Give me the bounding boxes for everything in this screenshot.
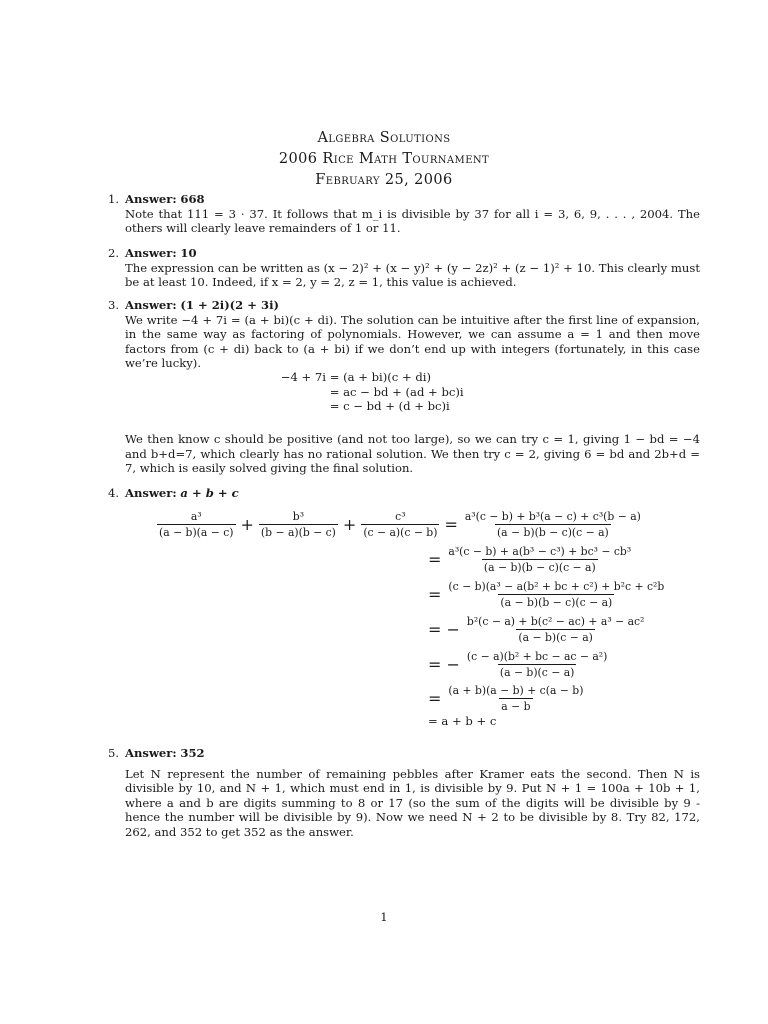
fraction-numerator: b³ [292,510,305,523]
equals-sign: = [428,689,442,708]
problem-number: 4. [108,486,120,500]
fraction-numerator: a³(c − b) + a(b³ − c³) + bc³ − cb³ [448,545,632,558]
subtitle-tournament: 2006 Rice Math Tournament [278,151,490,167]
answer-value: 352 [180,746,205,760]
fraction-denominator: (b − a)(b − c) [260,526,336,539]
subtitle-date: February 25, 2006 [315,172,453,188]
plus-sign: + [342,515,357,534]
equals-minus-sign: = − [428,620,460,639]
equals-sign: = [444,515,458,534]
problem-number: 5. [108,746,120,760]
answer-value: 10 [180,246,197,260]
fraction-numerator: (a + b)(a − b) + c(a − b) [448,684,584,697]
problem-number: 3. [108,298,120,312]
answer-value: (1 + 2i)(2 + 3i) [180,298,279,312]
fraction-denominator: a − b [501,700,531,713]
answer-value: a + b + c [180,486,239,500]
fraction-denominator: (a − b)(c − a) [518,631,593,644]
equation-final: = a + b + c [428,714,497,728]
solution-text: Let N represent the number of remaining pebbles after Kramer eats the second. Then N is divisible by 10, and N + 1, which must end in 1, is divisible by 9. Put N + 1 = 100a + 10b + 1, where a and b are digits summing to 8 or 17 (so the sum of the digits will be divisible by 9 - hence the number will be divisible by 9). Now we need N + 2 to be divisible by 8. Try 82, 172, 262, and 352 to get 352 as the answer. [125,766,700,839]
answer-label: Answer: [125,298,177,312]
fraction [157,510,236,539]
equation-row [236,385,464,400]
page-number: 1 [380,910,388,924]
problem-3 [108,298,700,371]
fraction-numerator: a³ [190,510,202,523]
equation-row-lhs [157,510,643,539]
equation-step [428,580,666,609]
fraction [463,510,643,539]
equation-lhs: −4 + 7i [280,370,326,384]
fraction-numerator: (c − a)(b² + bc − ac − a²) [466,650,608,663]
fraction-denominator: (a − b)(a − c) [159,526,234,539]
fraction [446,580,666,609]
equation-block-p3 [236,370,464,414]
fraction-denominator: (a − b)(b − c)(c − a) [496,526,609,539]
problem-5 [108,746,700,839]
problem-number: 1. [108,192,120,206]
equation-step [428,650,609,679]
solution-text: Note that 111 = 3 · 37. It follows that m_i is divisible by 37 for all i = 3, 6, 9, . . . , 2004. The others will clearly leave remainders of 1 or 11. [125,206,700,235]
answer-label: Answer: [125,746,177,760]
answer-label: Answer: [125,192,177,206]
title: Algebra Solutions [317,130,451,146]
fraction-denominator: (c − a)(c − b) [363,526,438,539]
fraction [446,545,633,574]
problem-2 [108,246,700,290]
fraction [446,684,585,713]
equation-rhs: = (a + bi)(c + di) [329,370,432,384]
fraction-denominator: (a − b)(b − c)(c − a) [483,561,596,574]
plus-sign: + [240,515,254,534]
answer-value: 668 [180,192,205,206]
fraction-numerator: a³(c − b) + b³(a − c) + c³(b − a) [464,510,641,523]
answer-label: Answer: [125,486,177,500]
equation-row [236,399,464,414]
equation-rhs: = c − bd + (d + bc)i [329,399,450,413]
fraction [361,510,439,539]
fraction-denominator: (a − b)(b − c)(c − a) [500,596,613,609]
answer-label: Answer: [125,246,177,260]
fraction-denominator: (a − b)(c − a) [499,666,575,679]
equals-sign: = [428,585,442,604]
fraction-numerator: b²(c − a) + b(c² − ac) + a³ − ac² [466,615,645,628]
problem-number: 2. [108,246,120,260]
equation-step [428,684,585,713]
problem-1 [108,192,700,236]
solution-text: We write −4 + 7i = (a + bi)(c + di). The solution can be intuitive after the first line of expansion, in the same way as factoring of polynomials. However, we can assume a = 1 and then move factors from (c + di) back to (a + bi) if we don’t end up with integers (fortunately, in this case we’re lucky). [125,312,700,370]
problem-3-continued [108,432,700,476]
fraction [465,615,646,644]
solution-text: The expression can be written as (x − 2)² + (x − y)² + (y − 2z)² + (z − 1)² + 10. This clearly must be at least 10. Indeed, if x = 2, y = 2, z = 1, this value is achieved. [125,260,700,289]
fraction [259,510,338,539]
equation-step [428,615,646,644]
equation-rhs: = ac − bd + (ad + bc)i [329,384,464,399]
equation-step [428,545,633,574]
equals-minus-sign: = − [428,655,460,674]
problem-4 [108,486,700,501]
solution-text: We then know c should be positive (and not too large), so we can try c = 1, giving 1 − bd = −4 and b+d=7, which clearly has no rational solution. We then try c = 2, giving 6 = bd and 2b+d = 7, which is easily solved giving the final solution. [125,432,700,475]
equation-row [236,370,464,385]
fraction [465,650,609,679]
fraction-numerator: c³ [395,510,406,523]
equals-sign: = [428,550,442,569]
fraction-numerator: (c − b)(a³ − a(b² + bc + c²) + b²c + c²b [448,580,665,593]
title-block [0,128,768,191]
